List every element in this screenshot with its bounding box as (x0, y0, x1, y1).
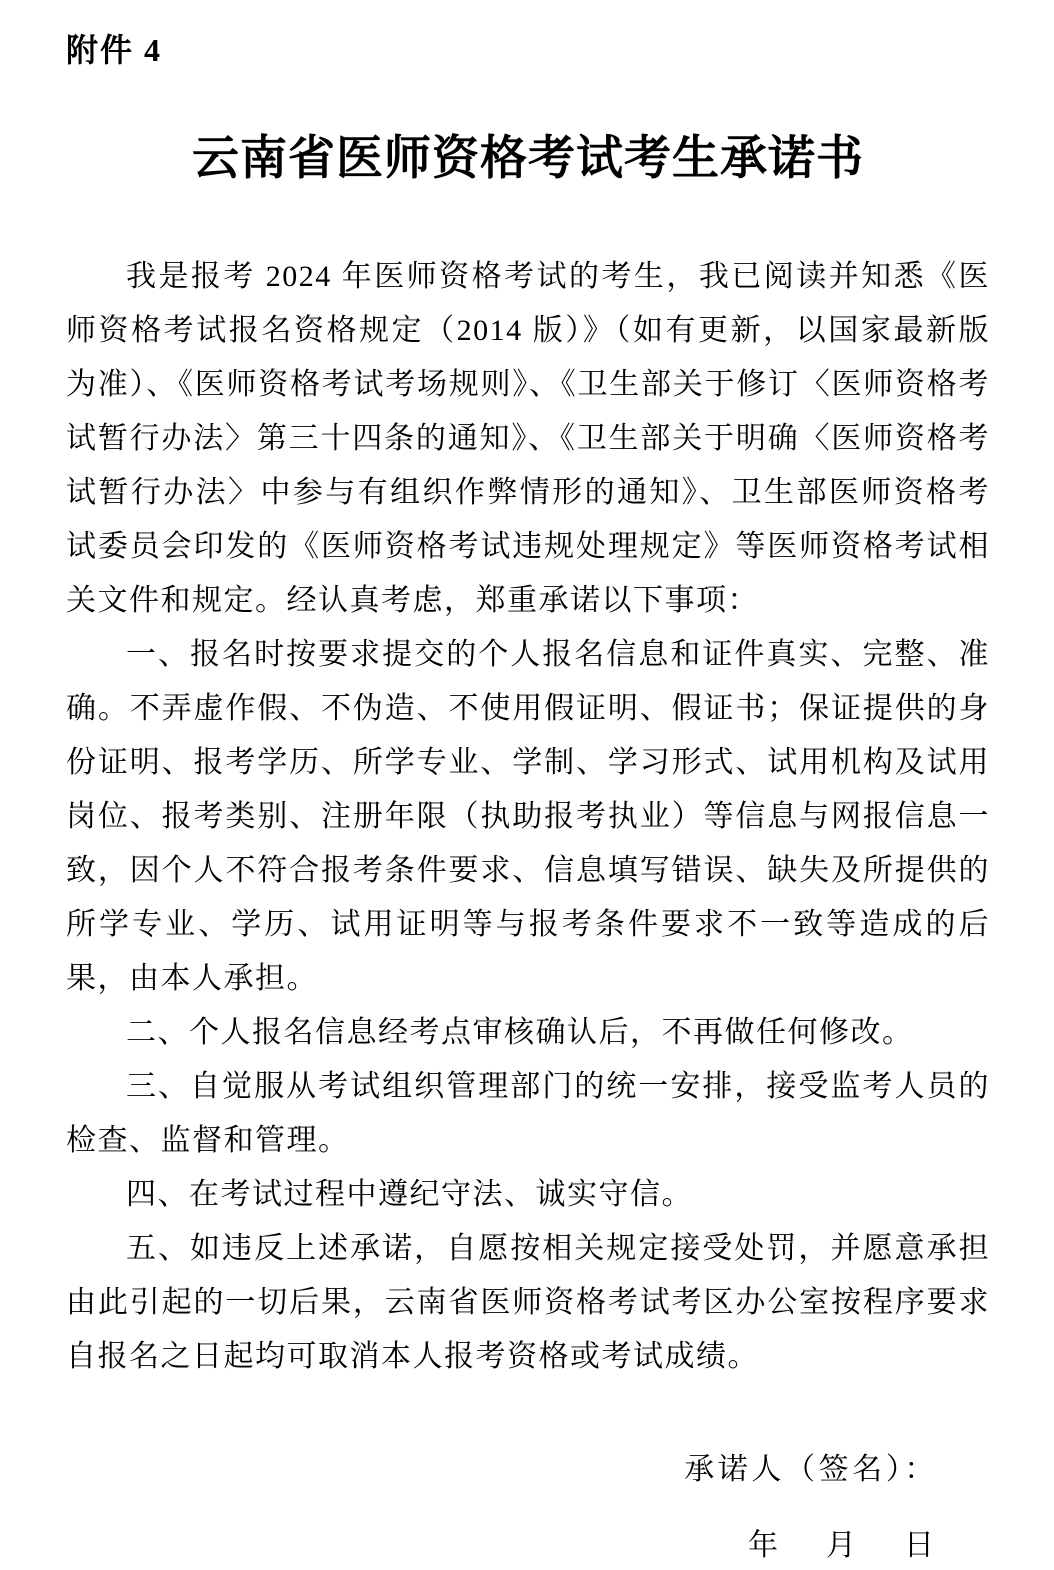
date-label: 年 (748, 1528, 778, 1562)
attachment-label: 附件 4 (66, 32, 163, 68)
signer-label: 承诺人（签名）： (684, 1452, 938, 1486)
paragraph: 五、如违反上述承诺，自愿按相关规定接受处罚，并愿意承担由此引起的一切后果，云南省医师资格考试考区办公室按程序要求自报名之日起均可取消本人报考资格或考试成绩。 (66, 1231, 990, 1373)
paragraph: 一、报名时按要求提交的个人报名信息和证件真实、完整、准确。不弄虚作假、不伪造、不使用假证明、假证书；保证提供的身份证明、报考学历、所学专业、学制、学习形式、试用机构及试用岗位、报考类别、注册年限（执助报考执业）等信息与网报信息一致，因个人不符合报考条件要求、信息填写错误、缺失及所提供的所学专业、学历、试用证明等与报考条件要求不一致等造成的后果，由本人承担。 (66, 637, 990, 995)
paragraph: 三、自觉服从考试组织管理部门的统一安排，接受监考人员的检查、监督和管理。 (66, 1069, 990, 1157)
signature-block (66, 1446, 990, 1570)
document-title: 云南省医师资格考试考生承诺书 (192, 132, 864, 185)
date-line (66, 1522, 938, 1570)
paragraph: 二、个人报名信息经考点审核确认后，不再做任何修改。 (126, 1015, 914, 1049)
paragraph: 四、在考试过程中遵纪守法、诚实守信。 (126, 1177, 693, 1211)
date-label: 月 (826, 1528, 856, 1562)
date-label: 日 (904, 1528, 934, 1562)
paragraph: 我是报考 2024 年医师资格考试的考生，我已阅读并知悉《医师资格考试报名资格规定（2014 版）》（如有更新，以国家最新版为准）、《医师资格考试考场规则》、《卫生部关于修订〈医师资格考试暂行办法〉第三十四条的通知》、《卫生部关于明确〈医师资格考试暂行办法〉中参与有组织作弊情形的通知》、卫生部医师资格考试委员会印发的《医师资格考试违规处理规定》等医师资格考试相关文件和规定。经认真考虑，郑重承诺以下事项： (66, 259, 990, 617)
document-body (66, 250, 990, 1384)
